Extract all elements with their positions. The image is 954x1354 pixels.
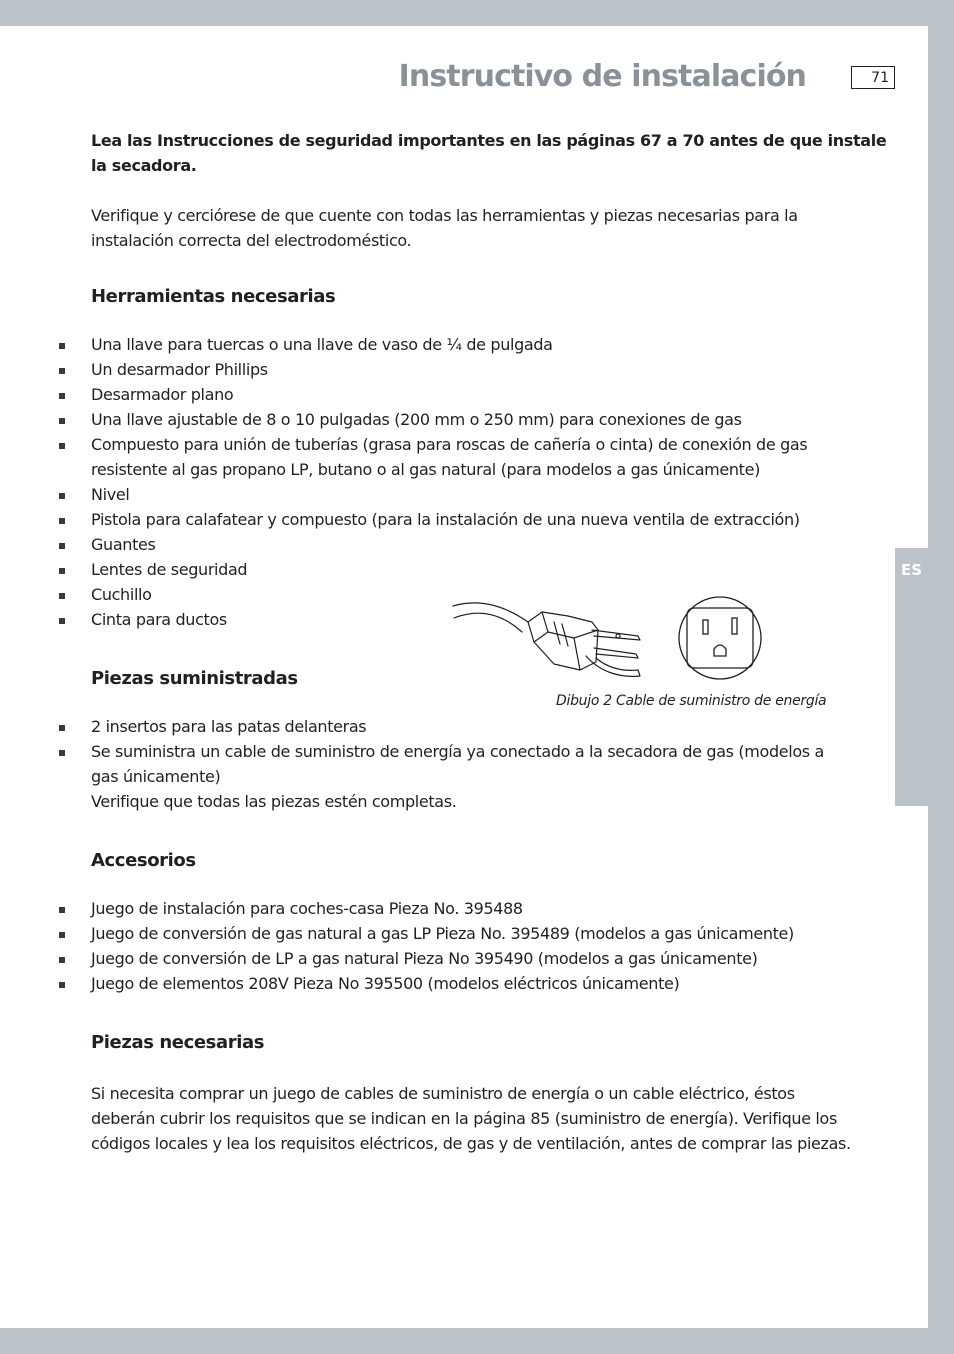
list-item-text: Juego de elementos 208V Pieza No 395500 (modelos eléctricos únicamente)	[91, 974, 680, 993]
bullet-icon	[59, 518, 65, 524]
list-item	[0, 714, 880, 739]
list-item	[0, 482, 880, 507]
required-parts-heading: Piezas necesarias	[91, 1032, 265, 1053]
accessories-list	[0, 896, 880, 996]
bullet-icon	[59, 750, 65, 756]
bullet-icon	[59, 568, 65, 574]
bullet-icon	[59, 982, 65, 988]
list-item-text: Se suministra un cable de suministro de energía ya conectado a la secadora de gas (modelos a	[91, 742, 824, 761]
required-parts-line-3: códigos locales y lea los requisitos eléctricos, de gas y de ventilación, antes de comprar las piezas.	[91, 1134, 851, 1153]
bullet-icon	[59, 932, 65, 938]
safety-notice-line-2: la secadora.	[91, 156, 197, 175]
tools-heading: Herramientas necesarias	[91, 286, 336, 307]
supplied-list	[0, 714, 880, 814]
list-item	[0, 532, 880, 557]
list-item-text: Una llave para tuercas o una llave de vaso de ¼ de pulgada	[91, 335, 553, 354]
accessories-heading: Accesorios	[91, 850, 196, 871]
list-item-text: gas únicamente)	[91, 767, 221, 786]
power-cord-figure	[450, 592, 770, 684]
list-item-text: Nivel	[91, 485, 130, 504]
language-tab-label: ES	[900, 561, 923, 579]
list-item-text: Compuesto para unión de tuberías (grasa para roscas de cañería o cinta) de conexión de gas	[91, 435, 808, 454]
list-item	[0, 507, 880, 532]
list-item-text: Cuchillo	[91, 585, 152, 604]
safety-notice-line-1: Lea las Instrucciones de seguridad importantes en las páginas 67 a 70 antes de que instale	[91, 131, 887, 150]
list-item-text: 2 insertos para las patas delanteras	[91, 717, 367, 736]
list-item	[0, 946, 880, 971]
page-title: Instructivo de instalación	[398, 59, 806, 94]
list-item	[0, 332, 880, 357]
list-item-text: Desarmador plano	[91, 385, 234, 404]
page-number: 71	[851, 66, 895, 89]
list-item-text: resistente al gas propano LP, butano o al gas natural (para modelos a gas únicamente)	[91, 460, 760, 479]
bullet-icon	[59, 418, 65, 424]
list-item-text: Juego de conversión de LP a gas natural Pieza No 395490 (modelos a gas únicamente)	[91, 949, 758, 968]
intro-line-1: Verifique y cerciórese de que cuente con todas las herramientas y piezas necesarias para la	[91, 206, 798, 225]
bullet-icon	[59, 393, 65, 399]
bullet-icon	[59, 618, 65, 624]
list-item-text: Lentes de seguridad	[91, 560, 248, 579]
list-item-text: Guantes	[91, 535, 156, 554]
figure-caption: Dibujo 2 Cable de suministro de energía	[556, 693, 827, 709]
list-item	[0, 557, 880, 582]
list-item	[0, 739, 880, 814]
list-item-text: Pistola para calafatear y compuesto (para la instalación de una nueva ventila de extracción)	[91, 510, 800, 529]
bullet-icon	[59, 957, 65, 963]
list-item	[0, 382, 880, 407]
bullet-icon	[59, 543, 65, 549]
bullet-icon	[59, 725, 65, 731]
list-item	[0, 357, 880, 382]
bullet-icon	[59, 368, 65, 374]
bullet-icon	[59, 443, 65, 449]
bullet-icon	[59, 343, 65, 349]
list-item-text: Un desarmador Phillips	[91, 360, 268, 379]
required-parts-line-1: Si necesita comprar un juego de cables de suministro de energía o un cable eléctrico, éstos	[91, 1084, 795, 1103]
tools-list	[0, 332, 880, 632]
list-item	[0, 971, 880, 996]
list-item	[0, 896, 880, 921]
list-item-text: Juego de instalación para coches-casa Pieza No. 395488	[91, 899, 523, 918]
supplied-heading: Piezas suministradas	[91, 668, 298, 689]
power-outlet-icon	[677, 594, 765, 682]
list-item	[0, 432, 880, 482]
list-item	[0, 921, 880, 946]
intro-line-2: instalación correcta del electrodoméstico.	[91, 231, 412, 250]
required-parts-line-2: deberán cubrir los requisitos que se indican en la página 85 (suministro de energía). Verifique los	[91, 1109, 837, 1128]
list-item-text: Juego de conversión de gas natural a gas LP Pieza No. 395489 (modelos a gas únicamente)	[91, 924, 794, 943]
bullet-icon	[59, 593, 65, 599]
language-tab	[895, 548, 928, 806]
list-item-text: Cinta para ductos	[91, 610, 227, 629]
bullet-icon	[59, 907, 65, 913]
list-item-text: Una llave ajustable de 8 o 10 pulgadas (200 mm o 250 mm) para conexiones de gas	[91, 410, 742, 429]
bullet-icon	[59, 493, 65, 499]
list-item-text: Verifique que todas las piezas estén completas.	[91, 792, 457, 811]
list-item	[0, 407, 880, 432]
